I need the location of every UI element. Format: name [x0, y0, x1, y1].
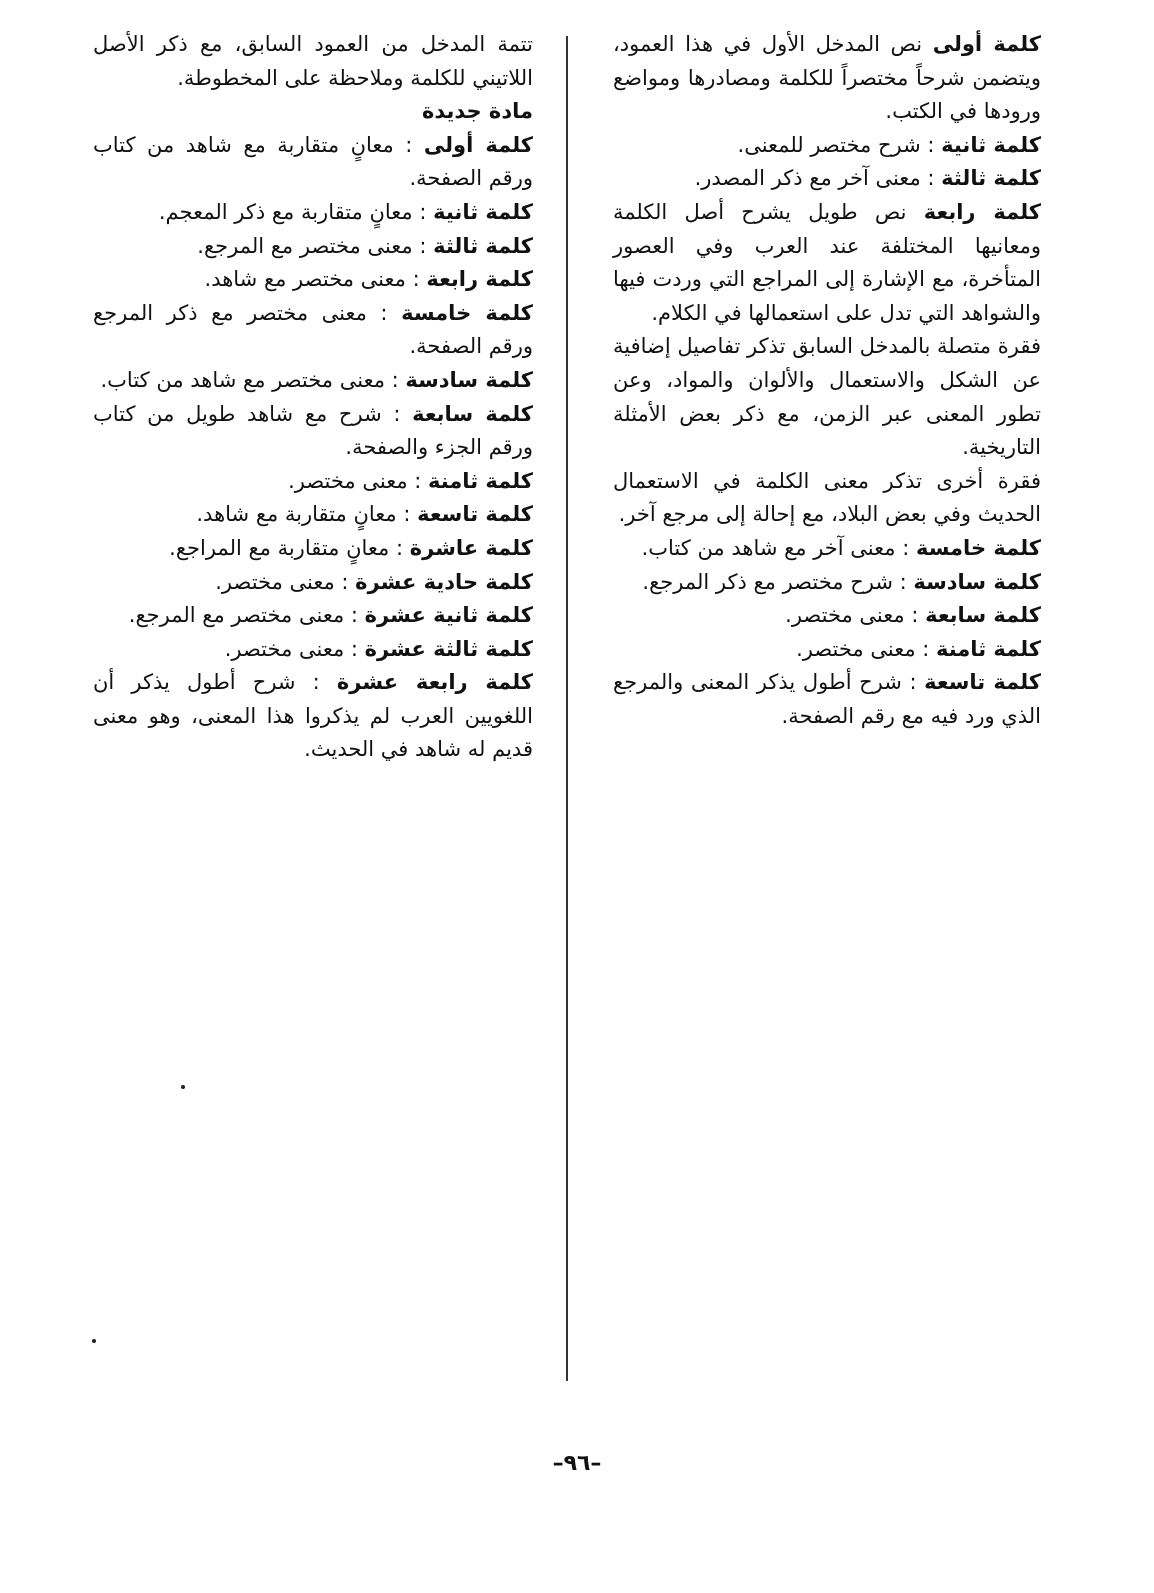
- entry-text: : معنى آخر مع شاهد من كتاب.: [641, 535, 916, 560]
- entry-lemma: كلمة ثالثة: [433, 233, 533, 258]
- page-number: –٩٦–: [552, 1451, 602, 1476]
- entry-text: : معنى مختصر.: [288, 468, 428, 493]
- entry: [613, 465, 1041, 532]
- entry: [93, 95, 533, 129]
- entry-lemma: كلمة ثامنة: [428, 468, 533, 493]
- entry: [93, 263, 533, 297]
- column-divider: [566, 36, 568, 1381]
- entry-text: : معنى مختصر مع شاهد.: [204, 267, 427, 292]
- entry-text: تتمة المدخل من العمود السابق، مع ذكر الأصل اللاتيني للكلمة وملاحظة على المخطوطة.: [93, 32, 533, 90]
- entry: [613, 28, 1041, 129]
- entry-lemma: كلمة رابعة: [426, 267, 533, 292]
- entry-lemma: كلمة سادسة: [913, 569, 1041, 594]
- entry-lemma: كلمة خامسة: [915, 535, 1041, 560]
- entry-text: : معنى مختصر.: [785, 603, 926, 628]
- entry: [613, 599, 1041, 633]
- entry-text: : معنى مختصر مع المرجع.: [128, 603, 365, 628]
- entry-text: : معنى مختصر.: [796, 636, 936, 661]
- entry-text: : معانٍ متقاربة مع المراجع.: [169, 535, 410, 560]
- entry: [613, 162, 1041, 196]
- entry-text: : معانٍ متقاربة مع شاهد من كتاب ورقم الصفحة.: [93, 132, 533, 191]
- entry-lemma: كلمة رابعة: [923, 199, 1042, 224]
- entry: [93, 196, 533, 230]
- entry-lemma: كلمة ثالثة: [941, 166, 1041, 191]
- entry-text: : شرح أطول يذكر أن اللغويين العرب لم يذكروا هذا المعنى، وهو معنى قديم له شاهد في الحديث.: [93, 670, 533, 762]
- entry: [613, 532, 1041, 566]
- entry: [93, 566, 533, 600]
- entry-text: : معنى مختصر.: [215, 569, 356, 594]
- entry-lemma: كلمة سادسة: [405, 367, 533, 392]
- entry: [93, 129, 533, 196]
- entry-text: : معانٍ متقاربة مع شاهد.: [196, 502, 418, 527]
- entry-text: : معنى مختصر مع شاهد من كتاب.: [100, 367, 406, 392]
- right-column: [613, 28, 1041, 733]
- entry-text: فقرة متصلة بالمدخل السابق تذكر تفاصيل إضافية عن الشكل والاستعمال والألوان والمواد، وعن تطور المعنى عبر الزمن، مع ذكر بعض الأمثلة التاريخية.: [613, 334, 1041, 460]
- entry-lemma: كلمة ثانية: [941, 132, 1041, 157]
- entry-text: : شرح مع شاهد طويل من كتاب ورقم الجزء والصفحة.: [93, 401, 533, 460]
- entry-text: فقرة أخرى تذكر معنى الكلمة في الاستعمال الحديث وفي بعض البلاد، مع إحالة إلى مرجع آخر.: [613, 468, 1041, 527]
- entry: [93, 398, 533, 465]
- entry: [93, 465, 533, 499]
- entry-text: نص طويل يشرح أصل الكلمة ومعانيها المختلفة عند العرب وفي العصور المتأخرة، مع الإشارة إلى المراجع التي وردت فيها والشواهد التي تدل على استعمالها في الكلام.: [613, 199, 1041, 325]
- entry-lemma: كلمة ثامنة: [936, 636, 1041, 661]
- entry: [613, 330, 1041, 464]
- entry-lemma: كلمة أولى: [423, 132, 534, 157]
- entry: [93, 633, 533, 667]
- entry-lemma: كلمة رابعة عشرة: [336, 670, 533, 695]
- entry-text: : معنى مختصر مع المرجع.: [197, 233, 434, 258]
- entry: [93, 230, 533, 264]
- entry-text: : شرح مختصر للمعنى.: [737, 132, 942, 157]
- entry-lemma: كلمة ثالثة عشرة: [364, 636, 533, 661]
- entry: [93, 28, 533, 95]
- entry: [613, 129, 1041, 163]
- entry-lemma: كلمة حادية عشرة: [355, 569, 533, 594]
- entry: [613, 566, 1041, 600]
- entry-lemma: كلمة عاشرة: [409, 535, 533, 560]
- entry-text: : معنى آخر مع ذكر المصدر.: [694, 166, 942, 191]
- entry-lemma: كلمة تاسعة: [417, 502, 533, 527]
- left-column: [93, 28, 533, 767]
- entry-lemma: كلمة أولى: [932, 32, 1041, 56]
- entry-text: نص المدخل الأول في هذا العمود، ويتضمن شرحاً مختصراً للكلمة ومصادرها ومواضع ورودها في الكتب.: [613, 32, 1041, 124]
- entry: [93, 532, 533, 566]
- scan-speck: [92, 1339, 96, 1343]
- entry: [613, 196, 1041, 330]
- scan-speck: [181, 1085, 185, 1089]
- entry: [93, 498, 533, 532]
- entry-lemma: مادة جديدة: [421, 99, 533, 124]
- entry: [93, 599, 533, 633]
- entry-text: : معنى مختصر.: [224, 636, 365, 661]
- entry-text: : شرح مختصر مع ذكر المرجع.: [642, 569, 914, 594]
- entry-text: : معانٍ متقاربة مع ذكر المعجم.: [158, 199, 434, 224]
- entry-lemma: كلمة ثانية عشرة: [364, 603, 533, 628]
- entry-text: : معنى مختصر مع ذكر المرجع ورقم الصفحة.: [93, 300, 533, 359]
- entry-text: : شرح أطول يذكر المعنى والمرجع الذي ورد فيه مع رقم الصفحة.: [613, 670, 1041, 728]
- entry-lemma: كلمة خامسة: [401, 300, 533, 325]
- entry: [613, 666, 1041, 733]
- entry-lemma: كلمة سابعة: [925, 603, 1041, 628]
- entry: [93, 364, 533, 398]
- entry-lemma: كلمة تاسعة: [924, 670, 1042, 695]
- entry-lemma: كلمة سابعة: [412, 401, 533, 426]
- entry: [93, 666, 533, 767]
- entry-lemma: كلمة ثانية: [433, 199, 533, 224]
- entry: [613, 633, 1041, 667]
- entry: [93, 297, 533, 364]
